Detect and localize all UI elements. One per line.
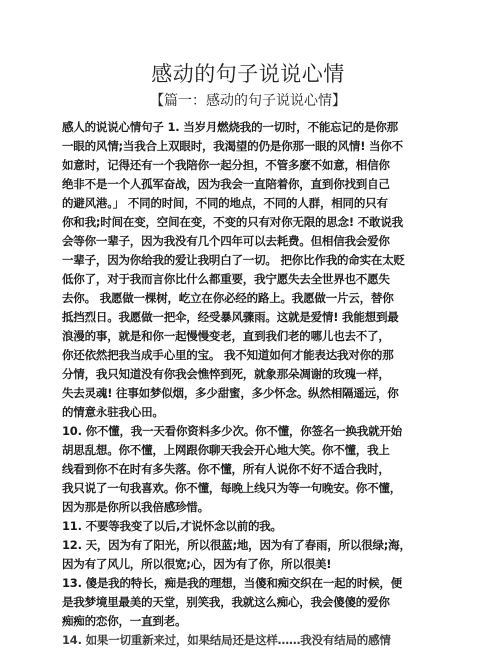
document-body <box>62 118 442 647</box>
text-line: 失去灵魂! 往事如梦似烟，多少甜蜜，多少怀念。纵然相隔遥远，你 <box>62 386 399 400</box>
text-line: 12. 天，因为有了阳光，所以很蓝;地，因为有了春雨，所以很绿;海， <box>62 538 411 552</box>
text-line: 你和我;时间在变，空间在变，不变的只有对你无限的思念! 不敢说我 <box>62 215 403 229</box>
text-line: 分情，我只知道没有你我会憔悴到死，就象那朵凋谢的玫瑰一样， <box>62 367 390 381</box>
text-line: 因为那是你所以我倍感珍惜。 <box>62 500 209 514</box>
text-line: 感人的说说心情句子 1. 当岁月燃烧我的一切时，不能忘记的是你那 <box>62 120 398 134</box>
text-line: 如意时，记得还有一个我陪你一起分担，不管多麽不如意，相信你 <box>62 158 390 172</box>
text-line: 低你了，对于我而言你比什么都重要，我宁愿失去全世界也不愿失 <box>62 272 390 286</box>
text-line: 你还依然把我当成手心里的宝。 我不知道如何才能表达我对你的那 <box>62 348 394 362</box>
text-line: 我只说了一句我喜欢。你不懂，每晚上线只为等一句晚安。你不懂， <box>62 481 401 495</box>
text-line: 11. 不要等我变了以后,才说怀念以前的我。 <box>62 519 282 533</box>
text-line-partial: 14. 如果一切重新来过，如果结局还是这样……我没有结局的感情 <box>62 633 391 647</box>
text-line: 的情意永驻我心田。 <box>62 405 164 419</box>
text-line: 浪漫的事，就是和你一起慢慢变老，直到我们老的哪儿也去不了， <box>62 329 390 343</box>
text-line: 线看到你不在时有多失落。你不懂，所有人说你不好不适合我时， <box>62 462 390 476</box>
page-title: 感动的句子说说心情 <box>151 62 345 86</box>
text-line: 是我梦境里最美的天堂，别笑我，我就这么痴心，我会傻傻的爱你 <box>62 595 390 609</box>
page-subtitle: 【篇一：感动的句子说说心情】 <box>150 93 346 109</box>
text-line: 抵挡烈日。我愿做一把伞，经受暴风骤雨。这就是爱情! 我能想到最 <box>62 310 399 324</box>
text-line: 一眼的风情;当我合上双眼时，我渴望的仍是你那一眼的风情! 当你不 <box>62 139 403 153</box>
text-line: 因为有了风儿，所以很宽;心，因为有了你，所以很美! <box>62 557 332 571</box>
text-line: 胡思乱想。你不懂，上网跟你聊天我会开心地大笑。你不懂，我上 <box>62 443 390 457</box>
text-line: 去你。 我愿做一棵树，屹立在你必经的路上。我愿做一片云，替你 <box>62 291 394 305</box>
text-line: 13. 傻是我的特长，痴是我的理想，当傻和痴交织在一起的时候，便 <box>62 576 402 590</box>
text-line: 会等你一辈子，因为我没有几个四年可以去耗费。但相信我会爱你 <box>62 234 390 248</box>
text-line: 的避风港。」 不同的时间，不同的地点，不同的人群，相同的只有 <box>62 196 388 210</box>
text-line: 绝非不是一个人孤军奋战，因为我会一直陪着你，直到你找到自己 <box>62 177 390 191</box>
text-line: 10. 你不懂，我一天看你资料多少次。你不懂，你签名一换我就开始 <box>62 424 402 438</box>
text-line: 一辈子，因为你给我的爱让我明白了一切。 把你比作我的命实在太贬 <box>62 253 405 267</box>
text-line: 痴痴的恋你，一直到老。 <box>62 614 187 628</box>
